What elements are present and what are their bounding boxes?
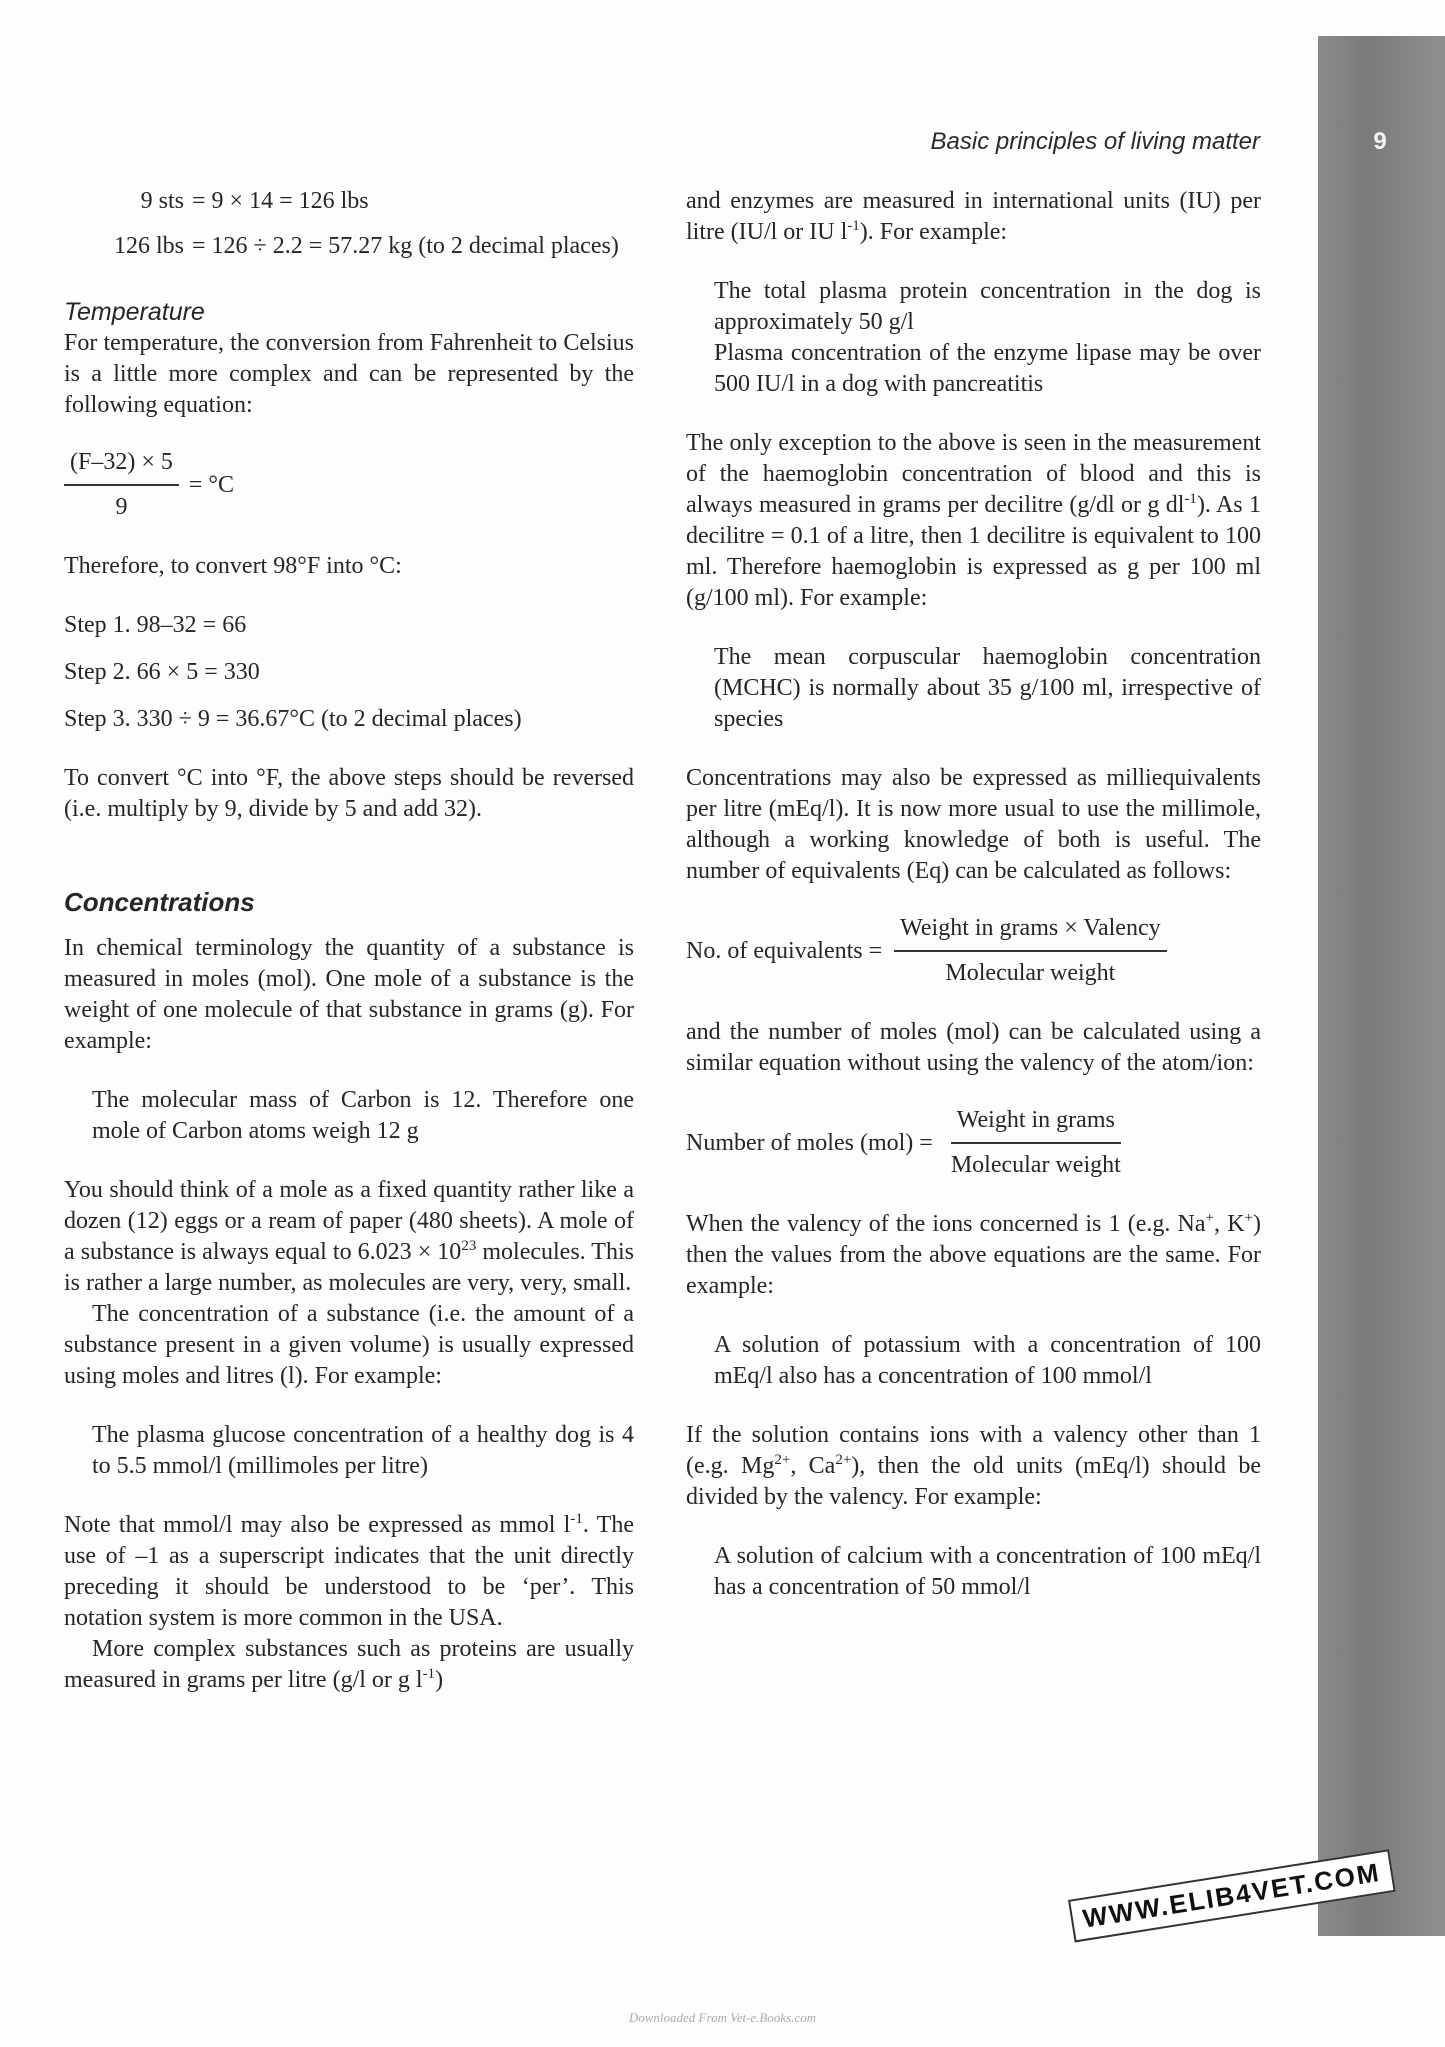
- paragraph: You should think of a mole as a fixed quantity rather like a dozen (12) eggs or a ream of paper (480 sheets). A mole of a substance is always equal to $6.023 \times 10^{23}$ molecules. This is rather a large number, as molecules are very, very, small.: [64, 1177, 634, 1296]
- paragraph: Concentrations may also be expressed as milliequivalents per litre (mEq/l). It is now more usual to use the millimole, although a working knowledge of both is useful. The number of equivalents (Eq) can be calculated as follows:: [686, 765, 1261, 884]
- watermark-stamp: WWW.ELIB4VET.COM: [1068, 1849, 1395, 1942]
- equation-equivalents: No. of equivalents = $\frac{\text{Weight in grams × Valency}}{\text{Molecular weight}}$: [686, 913, 1261, 989]
- paragraph: To convert °C into °F, the above steps should be reversed (i.e. multiply by 9, divide by 5 and add 32).: [64, 765, 634, 822]
- equation-fahrenheit: $\frac{(F-32) \times 5}{9}$ = °C: [64, 447, 634, 523]
- footer-credit: Downloaded From Vet-e.Books.com: [628, 2010, 817, 2025]
- left-column: [64, 186, 634, 1696]
- example-block: The mean corpuscular haemoglobin concentration (MCHC) is normally about 35 g/100 ml, irrespective of species: [714, 644, 1261, 732]
- calc-row: 9 sts = 9 × 14 = 126 lbs: [140, 188, 369, 214]
- example-block: The molecular mass of Carbon is 12. Therefore one mole of Carbon atoms weigh 12 g: [92, 1087, 634, 1144]
- paragraph: More complex substances such as proteins are usually measured in grams per litre (g/l or g $l^{-1}$): [64, 1636, 634, 1693]
- step-3: Step 3. 330 ÷ 9 = 36.67°C (to 2 decimal places): [64, 706, 522, 732]
- section-heading-temperature: Temperature: [64, 298, 205, 326]
- page-number: 9: [1373, 128, 1387, 155]
- example-block: A solution of calcium with a concentration of 100 mEq/l has a concentration of 50 mmol/l: [714, 1543, 1261, 1600]
- section-heading-concentrations: Concentrations: [64, 887, 255, 917]
- paragraph: In chemical terminology the quantity of a substance is measured in moles (mol). One mole of a substance is the weight of one molecule of that substance in grams (g). For example:: [64, 935, 634, 1054]
- step-2: Step 2. 66 × 5 = 330: [64, 659, 260, 685]
- running-header: Basic principles of living matter: [930, 128, 1260, 155]
- paragraph: Note that mmol/l may also be expressed as mmol $l^{-1}$. The use of –1 as a superscript indicates that the unit directly preceding it should be understood to be ‘per’. This notation system is more common in the USA.: [64, 1511, 634, 1631]
- right-column: [686, 186, 1261, 1603]
- example-block: A solution of potassium with a concentration of 100 mEq/l also has a concentration of 100 mmol/l: [714, 1332, 1261, 1389]
- paragraph: For temperature, the conversion from Fahrenheit to Celsius is a little more complex and can be represented by the following equation:: [64, 330, 634, 418]
- calc-row: 126 lbs = 126 ÷ 2.2 = 57.27 kg (to 2 decimal places): [113, 233, 619, 259]
- example-block: Plasma concentration of the enzyme lipase may be over 500 IU/l in a dog with pancreatitis: [714, 340, 1261, 397]
- paragraph: When the valency of the ions concerned is 1 (e.g. Na+, K+) then the values from the above equations are the same. For example:: [686, 1210, 1261, 1299]
- paragraph: and enzymes are measured in international units (IU) per litre (IU/l or IU $l^{-1}$). For example:: [686, 188, 1261, 245]
- paragraph: and the number of moles (mol) can be calculated using a similar equation without using the valency of the atom/ion:: [686, 1019, 1261, 1076]
- example-block: The total plasma protein concentration in the dog is approximately 50 g/l: [714, 278, 1261, 335]
- equation-moles: Number of moles (mol) = $\frac{\text{Weight in grams}}{\text{Molecular weight}}$: [686, 1107, 1121, 1178]
- example-block: The plasma glucose concentration of a healthy dog is 4 to 5.5 mmol/l (millimoles per litre): [92, 1422, 634, 1479]
- page-edge-tab: [1318, 36, 1445, 1936]
- paragraph: The only exception to the above is seen in the measurement of the haemoglobin concentration of blood and this is always measured in grams per decilitre (g/dl or g $dl^{-1}$). As 1 decilitre = 0.1 of a litre, then 1 decilitre is equivalent to 100 ml. Therefore haemoglobin is expressed as g per 100 ml (g/100 ml). For example:: [686, 430, 1261, 611]
- paragraph: The concentration of a substance (i.e. the amount of a substance present in a given volume) is usually expressed using moles and litres (l). For example:: [64, 1301, 634, 1389]
- step-1: Step 1. 98–32 = 66: [64, 612, 247, 638]
- paragraph: If the solution contains ions with a valency other than 1 (e.g. $Mg^{2+}$, $Ca^{2+}$), then the old units (mEq/l) should be divided by the valency. For example:: [686, 1422, 1262, 1510]
- paragraph: Therefore, to convert 98°F into °C:: [64, 553, 402, 579]
